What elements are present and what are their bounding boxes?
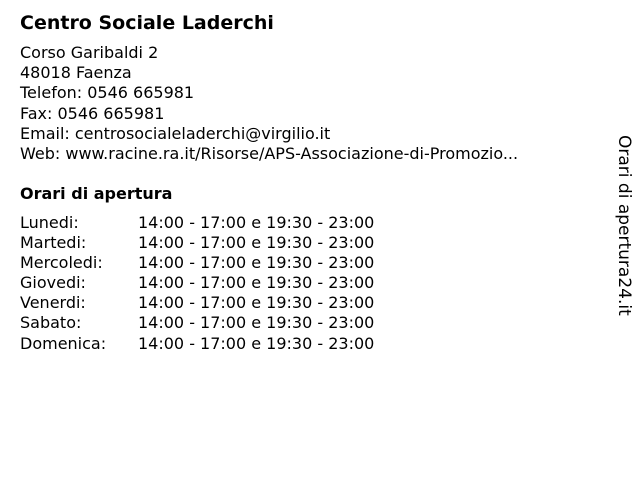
day-label: Giovedi: [20, 273, 86, 293]
hours-heading: Orari di apertura [20, 184, 173, 203]
time-range: 14:00 - 17:00 e 19:30 - 23:00 [138, 213, 375, 232]
time-range: 14:00 - 17:00 e 19:30 - 23:00 [138, 293, 375, 313]
email-line: Email: centrosocialeladerchi@virgilio.it [20, 123, 331, 143]
day-label: Mercoledi: [20, 253, 103, 273]
site-watermark: Orari di apertura24.it [614, 135, 634, 316]
time-range: 14:00 - 17:00 e 19:30 - 23:00 [138, 313, 375, 333]
day-label: Venerdi: [20, 293, 86, 313]
day-label: Martedi: [20, 233, 87, 253]
page-title: Centro Sociale Laderchi [20, 12, 274, 34]
day-label: Domenica: [20, 333, 107, 353]
time-range: 14:00 - 17:00 e 19:30 - 23:00 [138, 333, 375, 353]
postal-city: 48018 Faenza [20, 63, 132, 83]
day-label: Sabato: [20, 313, 82, 333]
phone-line: Telefon: 0546 665981 [20, 83, 195, 103]
time-range: 14:00 - 17:00 e 19:30 - 23:00 [138, 273, 375, 293]
street-address: Corso Garibaldi 2 [20, 43, 159, 62]
address-block [20, 43, 518, 164]
day-label: Lunedi: [20, 213, 79, 232]
fax-line: Fax: 0546 665981 [20, 103, 165, 123]
time-range: 14:00 - 17:00 e 19:30 - 23:00 [138, 233, 375, 253]
web-line: Web: www.racine.ra.it/Risorse/APS-Associazione-di-Promozio... [20, 143, 519, 163]
time-range: 14:00 - 17:00 e 19:30 - 23:00 [138, 253, 375, 273]
